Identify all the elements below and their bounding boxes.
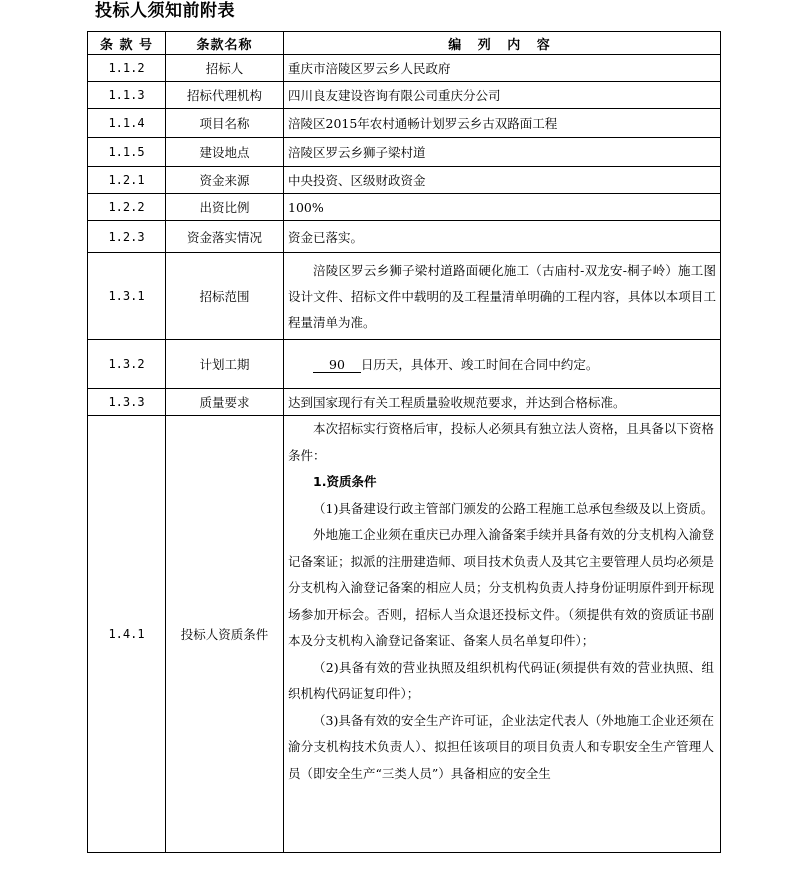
clause-number: 1.2.2 xyxy=(88,194,166,221)
duration-days-value: 90 xyxy=(313,357,361,373)
clause-content: 重庆市涪陵区罗云乡人民政府 xyxy=(284,55,721,82)
table-row xyxy=(88,340,721,389)
clause-content xyxy=(284,253,721,340)
clause-name: 招标人 xyxy=(166,55,284,82)
table-row xyxy=(88,82,721,109)
clause-name: 计划工期 xyxy=(166,340,284,389)
clause-number: 1.4.1 xyxy=(88,416,166,853)
clause-content: 100% xyxy=(284,194,721,221)
table-row xyxy=(88,138,721,167)
table-row xyxy=(88,221,721,253)
clause-content: 涪陵区2015年农村通畅计划罗云乡古双路面工程 xyxy=(284,109,721,138)
duration-text: 日历天，具体开、竣工时间在合同中约定。 xyxy=(360,357,599,372)
clause-content: 四川良友建设咨询有限公司重庆分公司 xyxy=(284,82,721,109)
clause-name: 招标代理机构 xyxy=(166,82,284,109)
clause-content: 资金已落实。 xyxy=(284,221,721,253)
table-row xyxy=(88,55,721,82)
table-row xyxy=(88,109,721,138)
clause-name: 招标范围 xyxy=(166,253,284,340)
qualification-paragraph: （3)具备有效的安全生产许可证，企业法定代表人（外地施工企业还须在渝分支机构技术负责人）、拟担任该项目的项目负责人和专职安全生产管理人员（即安全生产“三类人员”）具备相应的安全生 xyxy=(288,712,714,781)
table-row xyxy=(88,253,721,340)
clause-name: 投标人资质条件 xyxy=(166,416,284,853)
clause-number: 1.1.4 xyxy=(88,109,166,138)
clause-name: 资金来源 xyxy=(166,167,284,194)
clause-number: 1.2.3 xyxy=(88,221,166,253)
clause-content: 涪陵区罗云乡狮子梁村道 xyxy=(284,138,721,167)
qualification-paragraph: 外地施工企业须在重庆已办理入渝备案手续并具备有效的分支机构入渝登记备案证；拟派的注册建造师、项目技术负责人及其它主要管理人员均必须是分支机构入渝登记备案的相应人员；分支机构负责人持身份证明原件到开标现场参加开标会。否则，招标人当众退还投标文件。（须提供有效的资质证书副本及分支机构入渝登记备案证、备案人员名单复印件）； xyxy=(288,527,714,648)
qualification-text xyxy=(288,416,714,852)
bid-notice-table xyxy=(87,31,721,853)
clause-content xyxy=(284,340,721,389)
clause-number: 1.3.3 xyxy=(88,389,166,416)
header-content: 编 列 内 容 xyxy=(284,32,721,55)
clause-number: 1.1.3 xyxy=(88,82,166,109)
clause-number: 1.2.1 xyxy=(88,167,166,194)
table-row xyxy=(88,194,721,221)
qualification-paragraph: （2)具备有效的营业执照及组织机构代码证(须提供有效的营业执照、组织机构代码证复印件）； xyxy=(288,659,714,701)
table-row xyxy=(88,389,721,416)
table-row xyxy=(88,416,721,853)
clause-content: 中央投资、区级财政资金 xyxy=(284,167,721,194)
page-title: 投标人须知前附表 xyxy=(95,1,235,21)
qualification-paragraph: 本次招标实行资格后审，投标人必须具有独立法人资格，且具备以下资格条件： xyxy=(288,421,714,463)
clause-number: 1.3.1 xyxy=(88,253,166,340)
clause-name: 建设地点 xyxy=(166,138,284,167)
clause-name: 项目名称 xyxy=(166,109,284,138)
table-header-row xyxy=(88,32,721,55)
clause-content: 达到国家现行有关工程质量验收规范要求，并达到合格标准。 xyxy=(284,389,721,416)
clause-number: 1.1.2 xyxy=(88,55,166,82)
table-row xyxy=(88,167,721,194)
clause-content xyxy=(284,416,721,853)
header-clause-name: 条款名称 xyxy=(166,32,284,55)
qualification-heading: 1.资质条件 xyxy=(313,474,377,489)
header-clause-number: 条 款 号 xyxy=(88,32,166,55)
clause-number: 1.1.5 xyxy=(88,138,166,167)
clause-name: 质量要求 xyxy=(166,389,284,416)
qualification-paragraph: （1)具备建设行政主管部门颁发的公路工程施工总承包叁级及以上资质。 xyxy=(313,500,714,516)
scope-text: 涪陵区罗云乡狮子梁村道路面硬化施工（古庙村-双龙安-桐子岭）施工图设计文件、招标文件中载明的及工程量清单明确的工程内容，具体以本项目工程量清单为准。 xyxy=(288,263,716,330)
clause-name: 出资比例 xyxy=(166,194,284,221)
clause-name: 资金落实情况 xyxy=(166,221,284,253)
clause-number: 1.3.2 xyxy=(88,340,166,389)
